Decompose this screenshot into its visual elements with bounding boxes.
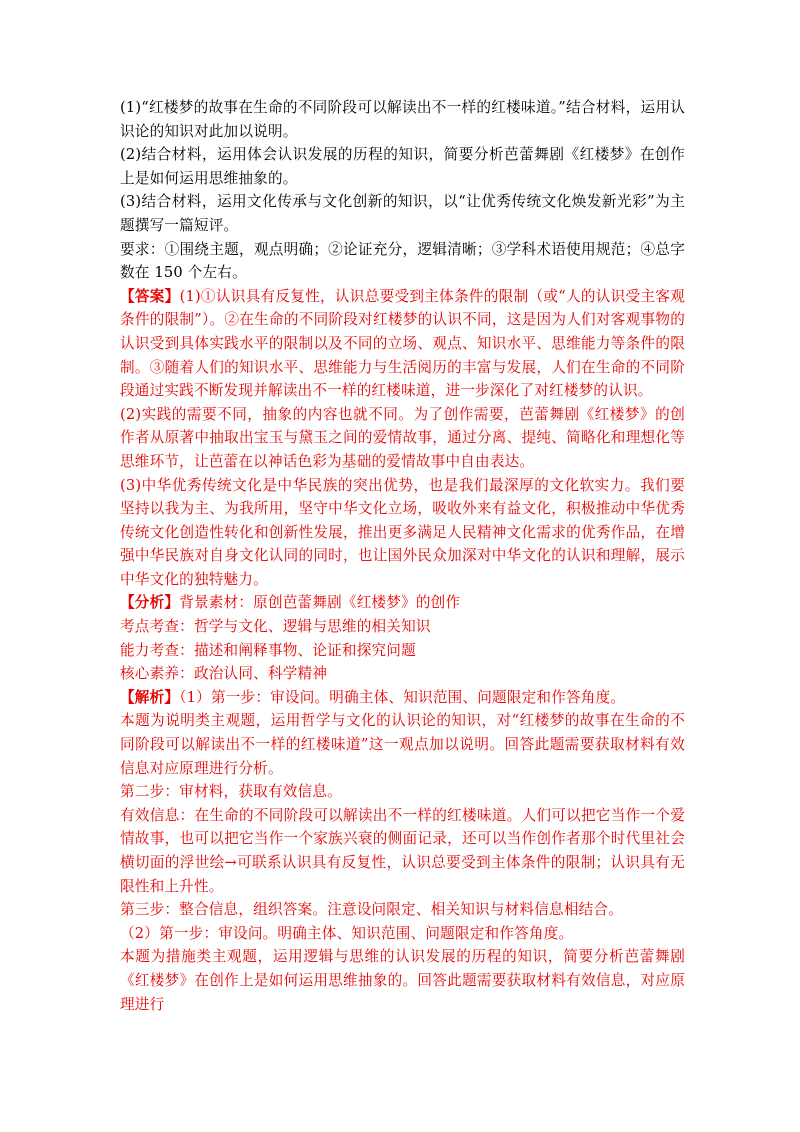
explanation-step-3: 第三步：整合信息，组织答案。注意设问限定、相关知识与材料信息相结合。 [120,901,623,919]
answer-paragraph-3: (3)中华优秀传统文化是中华民族的突出优势，也是我们最深厚的文化软实力。我们要坚持以我为主、为我所用，坚守中华文化立场，吸收外来有益文化，积极推动中华优秀传统文化创造性转化和创新性发展，推出更多满足人民精神文化需求的优秀作品，在增强中华民族对自身文化认同的同时，也让国外民众加深对中华文化的认识和理解，展示中华文化的独特魅力。 [120,476,685,588]
explanation-q2-step-1: （2）第一步：审设问。明确主体、知识范围、问题限定和作答角度。 [120,924,574,942]
explanation-step-1-text: （1）第一步：审设问。明确主体、知识范围、问题限定和作答角度。 [179,688,626,706]
question-3: (3)结合材料，运用文化传承与文化创新的知识，以“让优秀传统文化焕发新光彩”为主题撰写一篇短评。 [120,193,685,234]
analysis-label: 【分析】 [120,594,180,612]
explanation-info: 有效信息：在生命的不同阶段可以解读出不一样的红楼味道。人们可以把它当作一个爱情故事，也可以把它当作一个家族兴衰的侧面记录，还可以当作创作者那个时代里社会横切面的浮世绘→可联系认识具有反复性，认识总要受到主体条件的限制；认识具有无限性和上升性。 [120,806,685,895]
answer-paragraph-1 [120,285,685,403]
explanation-step-1 [120,686,685,710]
explanation-step-2: 第二步：审材料，获取有效信息。 [120,783,342,801]
analysis-exam-points: 考点考查：哲学与文化、逻辑与思维的相关知识 [120,618,431,636]
analysis-background-text: 背景素材：原创芭蕾舞剧《红楼梦》的创作 [179,594,461,612]
answer-text-1: (1)①认识具有反复性，认识总要受到主体条件的限制（或“人的认识受主客观条件的限制”）。②在生命的不同阶段对红楼梦的认识不同，这是因为人们对客观事物的认识受到具体实践水平的限制以及不同的立场、观点、知识水平、思维能力等条件的限制。③随着人们的知识水平、思维能力与生活阅历的丰富与发展，人们在生命的不同阶段通过实践不断发现并解读出不一样的红楼味道，进一步深化了对红楼梦的认识。 [120,287,685,400]
answer-label: 【答案】 [120,287,180,305]
document-page [120,96,685,1016]
analysis-literacy: 核心素养：政治认同、科学精神 [120,665,328,683]
question-1: (1)“红楼梦的故事在生命的不同阶段可以解读出不一样的红楼味道。”结合材料，运用认识论的知识对此加以说明。 [120,99,685,140]
explanation-desc-2: 本题为措施类主观题，运用逻辑与思维的认识发展的历程的知识，简要分析芭蕾舞剧《红楼梦》在创作上是如何运用思维抽象的。回答此题需要获取材料有效信息，对应原理进行 [120,948,685,1013]
question-2: (2)结合材料，运用体会认识发展的历程的知识，简要分析芭蕾舞剧《红楼梦》在创作上是如何运用思维抽象的。 [120,146,685,187]
question-requirements: 要求：①围绕主题，观点明确；②论证充分，逻辑清晰；③学科术语使用规范；④总字数在 150 个左右。 [120,240,685,282]
explanation-desc-1: 本题为说明类主观题，运用哲学与文化的认识论的知识，对“红楼梦的故事在生命的不同阶段可以解读出不一样的红楼味道”这一观点加以说明。回答此题需要获取材料有效信息对应原理进行分析。 [120,712,685,777]
explanation-label: 【解析】 [120,688,180,706]
analysis-ability: 能力考查：描述和阐释事物、论证和探究问题 [120,641,416,659]
analysis-background [120,591,685,615]
answer-paragraph-2: (2)实践的需要不同，抽象的内容也就不同。为了创作需要，芭蕾舞剧《红楼梦》的创作者从原著中抽取出宝玉与黛玉之间的爱情故事，通过分离、提纯、简略化和理想化等思维环节，让芭蕾在以神话色彩为基础的爱情故事中自由表达。 [120,405,685,470]
